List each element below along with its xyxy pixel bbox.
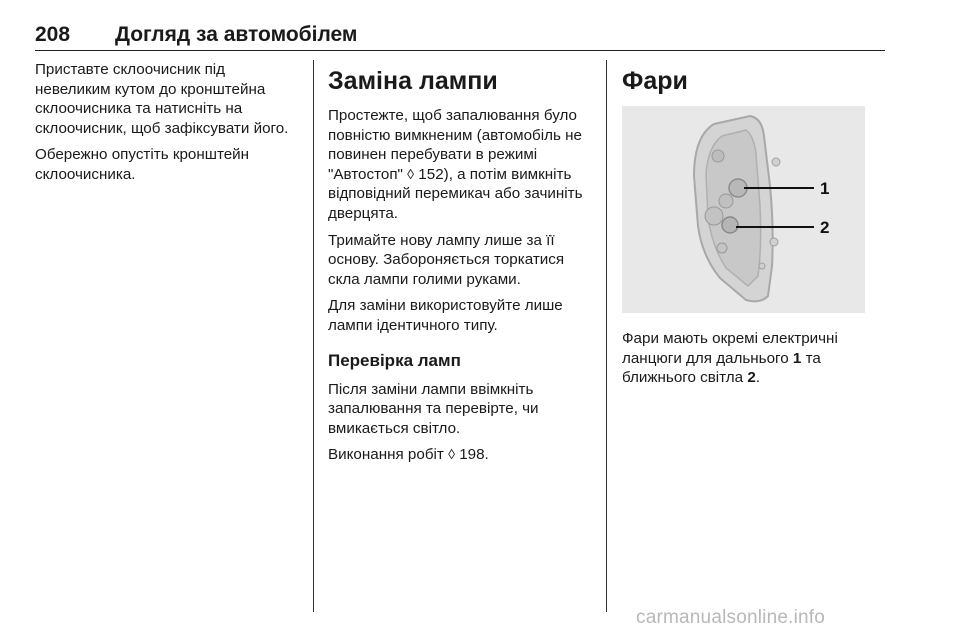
page-reference-icon: ◊: [448, 446, 455, 463]
paragraph: Після заміни лампи ввімкніть запалювання та перевірте, чи вмикається світло.: [328, 380, 539, 437]
figure-label-2: 2: [820, 218, 830, 237]
page-reference-icon: ◊: [407, 165, 415, 182]
section-heading-bulb-replacement: Заміна лампи: [328, 67, 498, 95]
paragraph: Фари мають окремі електричні ланцюги для дальнього 1 та ближнього світла 2.: [622, 330, 838, 387]
figure-label-1: 1: [820, 179, 830, 198]
page-title: Догляд за автомобілем: [115, 23, 358, 46]
page-number: 208: [35, 23, 71, 46]
watermark: carmanualsonline.info: [636, 607, 826, 628]
subheading-bulb-check: Перевірка ламп: [328, 350, 461, 370]
section-heading-headlights: Фари: [622, 67, 688, 95]
column-right: [622, 60, 887, 395]
paragraph: Обережно опустіть кронштейн склоочисника.: [35, 146, 250, 183]
paragraph: Приставте склоочисник під невеликим кутом до кронштейна склоочисника та натисніть на склоочисник, щоб зафіксувати його.: [35, 61, 289, 137]
paragraph: Виконання робіт ◊ 198.: [328, 446, 489, 464]
paragraph: Тримайте нову лампу лише за її основу. Забороняється торкатися скла лампи голими руками.: [328, 231, 565, 288]
paragraph: Простежте, щоб запалювання було повністю вимкненим (автомобіль не повинен перебувати в режимі "Автостоп" ◊ 152), а потім вимкніть відповідний перемикач або зачиніть дверцята.: [328, 107, 583, 222]
headlight-figure: [622, 106, 865, 313]
column-left: [35, 60, 300, 192]
column-divider: [313, 60, 314, 612]
column-divider: [606, 60, 607, 612]
page-header: [35, 23, 885, 51]
column-middle: [328, 60, 593, 472]
paragraph: Для заміни використовуйте лише лампи ідентичного типу.: [328, 297, 563, 334]
